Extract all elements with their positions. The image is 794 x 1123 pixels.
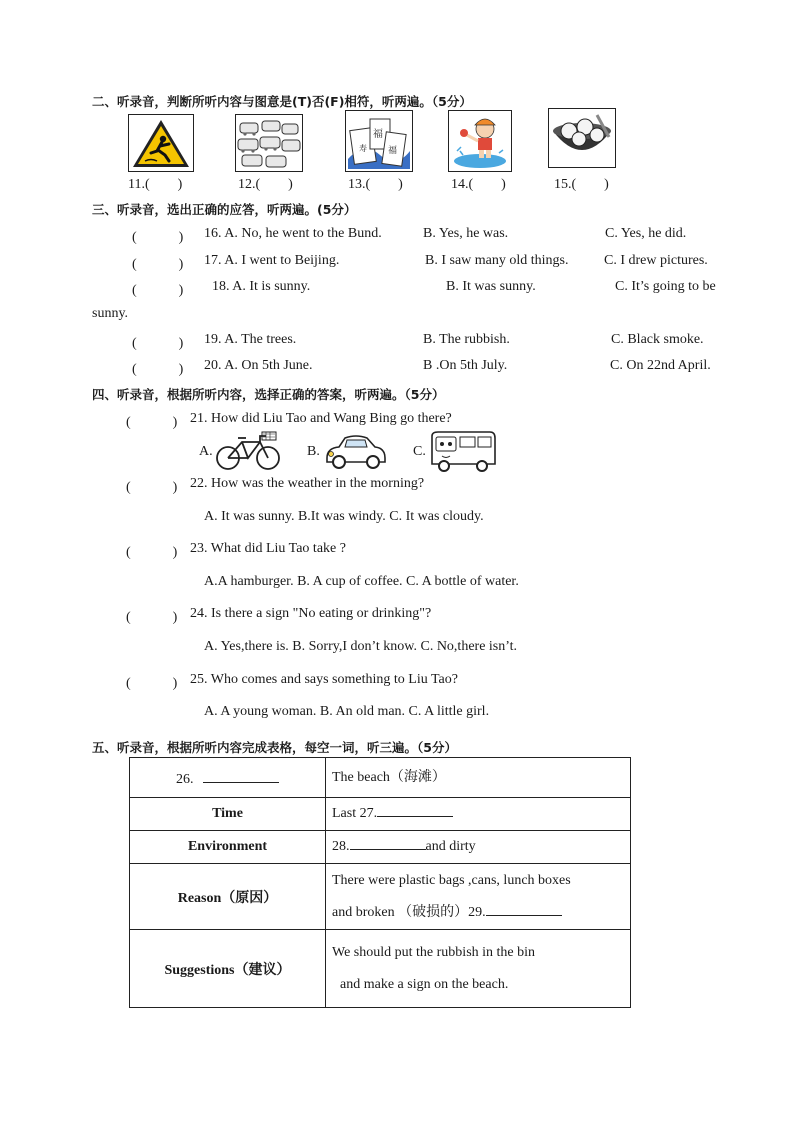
table-row (130, 864, 631, 930)
paren-17: ( ) (132, 257, 184, 272)
time-label: Time (130, 798, 326, 831)
rice-balls-bowl-icon (548, 108, 616, 168)
boy-in-puddle-icon (448, 110, 512, 172)
blank-27-input[interactable] (377, 802, 453, 817)
row-26-value: The beach（海滩） (326, 758, 631, 798)
q18-option-c-wrap: sunny. (92, 306, 129, 321)
q25-question: 25. Who comes and says something to Liu Tao? (190, 672, 458, 687)
q18-option-c: C. It’s going to be (615, 279, 716, 294)
row-26-label-cell (130, 758, 326, 798)
paren-16: ( ) (132, 230, 184, 245)
section-5-title: 五、听录音，根据所听内容完成表格，每空一词，听三遍。（5分） (92, 740, 457, 755)
paren-23: ( ) (126, 545, 178, 560)
q16-option-b: B. Yes, he was. (423, 226, 509, 241)
bus-icon (428, 430, 498, 474)
suggestions-value-cell (326, 930, 631, 1008)
reason-value-cell (326, 864, 631, 930)
section-3-title: 三、听录音，选出正确的应答，听两遍。(5分） (92, 202, 357, 217)
blank-26-label: 26. (176, 771, 194, 787)
answer-11: 11.( ) (128, 177, 183, 192)
table-row (130, 758, 631, 798)
environment-value-cell (326, 831, 631, 864)
paren-22: ( ) (126, 480, 178, 495)
blank-28-input[interactable] (350, 835, 426, 850)
paren-24: ( ) (126, 610, 178, 625)
q19-option-c: C. Black smoke. (611, 332, 704, 347)
svg-text:福: 福 (388, 146, 398, 156)
q21-option-b-label: B. (307, 444, 320, 459)
q23-options: A.A hamburger. B. A cup of coffee. C. A bottle of water. (204, 574, 519, 589)
q23-question: 23. What did Liu Tao take ? (190, 541, 346, 556)
time-value-cell (326, 798, 631, 831)
answer-13: 13.( ) (348, 177, 403, 192)
blank-28-label: 28. (332, 839, 350, 854)
section-2-title: 二、听录音，判断所听内容与图意是(T)否(F)相符，听两遍。（5分） (92, 94, 472, 109)
q20-option-b: B .On 5th July. (423, 358, 508, 373)
reason-line-2: and broken （破损的）29. (332, 904, 486, 920)
fortune-cards-icon (345, 110, 413, 172)
car-icon (323, 434, 389, 470)
traffic-jam-icon (235, 114, 303, 172)
answer-14: 14.( ) (451, 177, 506, 192)
environment-value-post: and dirty (425, 839, 476, 854)
q22-question: 22. How was the weather in the morning? (190, 476, 425, 491)
q25-options: A. A young woman. B. An old man. C. A little girl. (204, 704, 490, 719)
environment-label: Environment (130, 831, 326, 864)
table-row (130, 930, 631, 1008)
q17-option-a: 17. A. I went to Beijing. (204, 253, 340, 268)
q21-option-c-label: C. (413, 444, 426, 459)
paren-25: ( ) (126, 676, 178, 691)
q21-option-a-label: A. (199, 444, 213, 459)
suggestions-line-1: We should put the rubbish in the bin (332, 944, 536, 960)
blank-26-input[interactable] (203, 768, 279, 783)
bicycle-icon (214, 430, 282, 472)
q18-option-b: B. It was sunny. (446, 279, 536, 294)
q17-option-c: C. I drew pictures. (604, 253, 708, 268)
suggestions-line-2: and make a sign on the beach. (340, 976, 509, 992)
reason-label: Reason（原因） (130, 864, 326, 930)
q19-option-a: 19. A. The trees. (204, 332, 297, 347)
table-row (130, 798, 631, 831)
q18-option-a: 18. A. It is sunny. (212, 279, 311, 294)
q16-option-c: C. Yes, he did. (605, 226, 687, 241)
section-4-title: 四、听录音，根据所听内容，选择正确的答案，听两遍。（5分） (92, 387, 445, 402)
q21-question: 21. How did Liu Tao and Wang Bing go there? (190, 411, 452, 426)
time-value: Last 27. (332, 806, 378, 821)
answer-15: 15.( ) (554, 177, 609, 192)
suggestions-label: Suggestions（建议） (130, 930, 326, 1008)
q24-options: A. Yes,there is. B. Sorry,I don’t know. C. No,there isn’t. (204, 639, 518, 654)
blank-29-input[interactable] (486, 901, 562, 916)
q20-option-c: C. On 22nd April. (610, 358, 711, 373)
q16-option-a: 16. A. No, he went to the Bund. (204, 226, 382, 241)
slippery-floor-warning-sign-icon (128, 114, 194, 172)
info-table (129, 757, 631, 1008)
answer-12: 12.( ) (238, 177, 293, 192)
svg-text:寿: 寿 (359, 144, 367, 153)
q17-option-b: B. I saw many old things. (425, 253, 569, 268)
reason-line-1: There were plastic bags ,cans, lunch boxes (332, 872, 571, 888)
paren-18: ( ) (132, 283, 184, 298)
paren-21: ( ) (126, 415, 178, 430)
paren-19: ( ) (132, 336, 184, 351)
table-row (130, 831, 631, 864)
q22-options: A. It was sunny. B.It was windy. C. It was cloudy. (204, 509, 484, 524)
q19-option-b: B. The rubbish. (423, 332, 510, 347)
svg-text:福: 福 (373, 129, 383, 140)
q24-question: 24. Is there a sign "No eating or drinking"? (190, 606, 432, 621)
q20-option-a: 20. A. On 5th June. (204, 358, 313, 373)
paren-20: ( ) (132, 362, 184, 377)
